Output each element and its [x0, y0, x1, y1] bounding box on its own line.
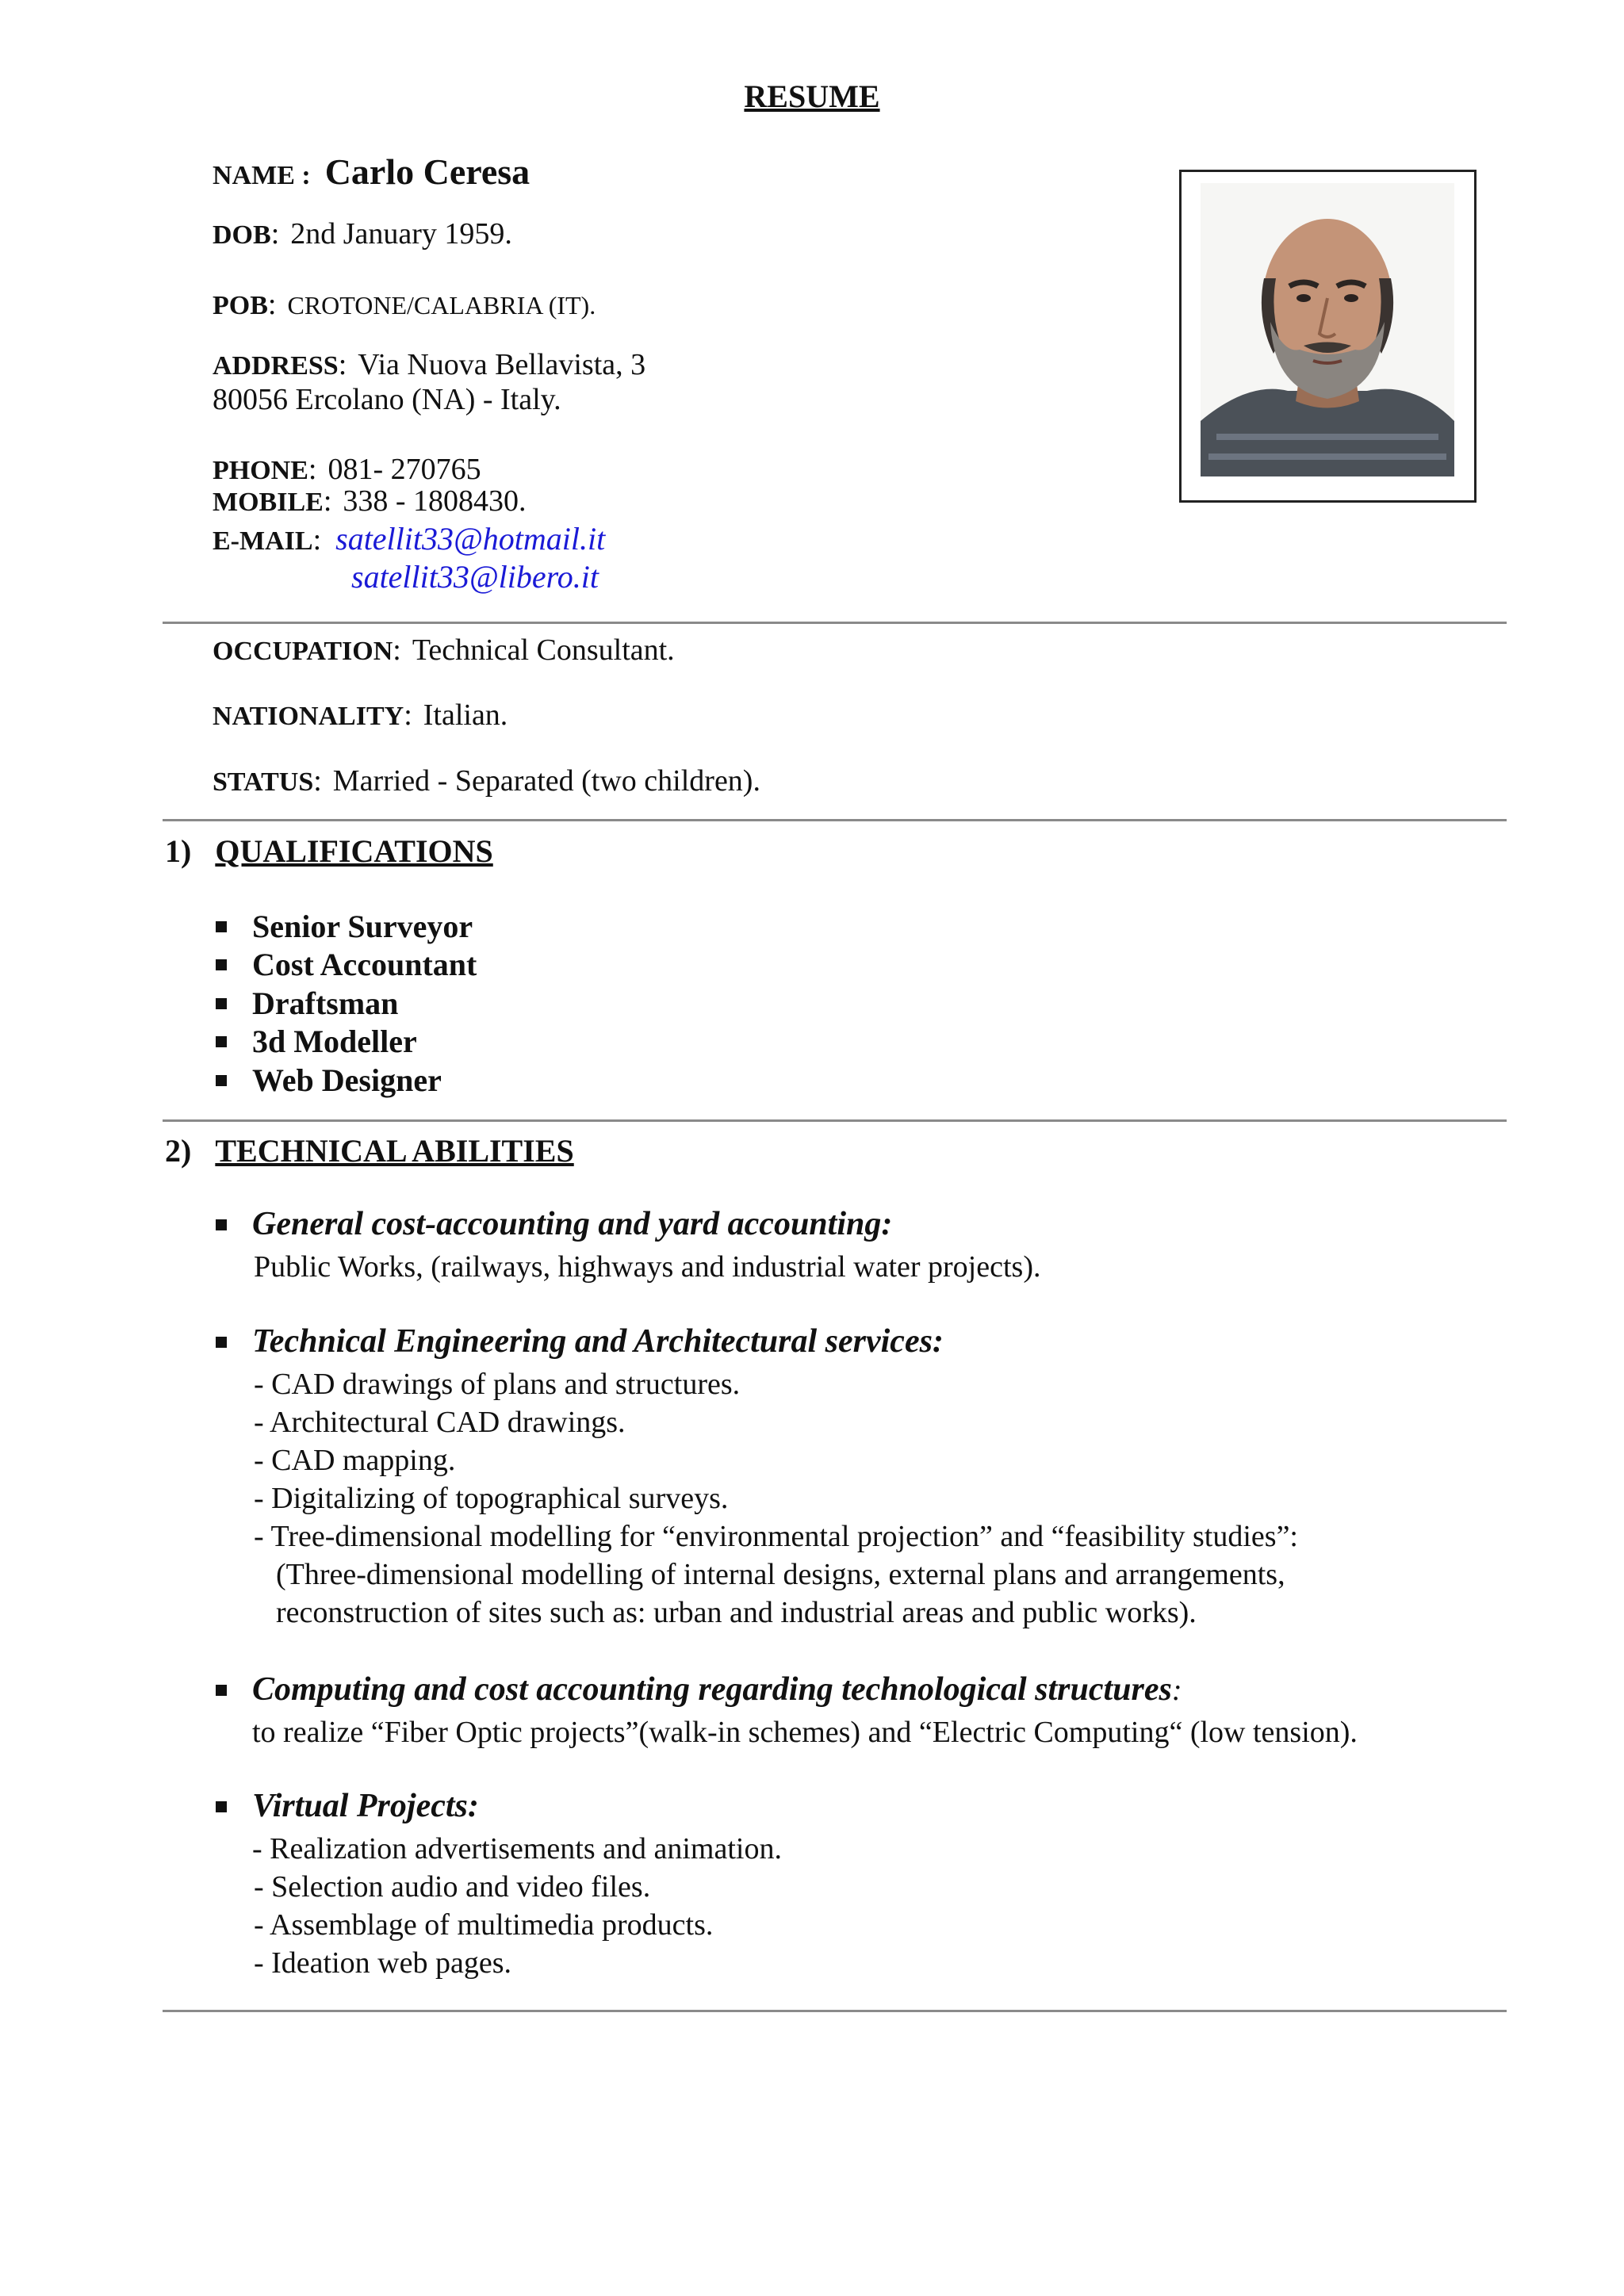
- ability-heading: Virtual Projects:: [252, 1788, 479, 1824]
- ability-line: - Digitalizing of topographical surveys.: [254, 1482, 729, 1515]
- qualification-item: Senior Surveyor: [252, 909, 473, 944]
- divider: [163, 622, 1507, 624]
- section-number: 1): [165, 833, 192, 869]
- divider: [163, 2010, 1507, 2012]
- ability-heading: General cost-accounting and yard accounting:: [252, 1206, 893, 1242]
- bullet-icon: [216, 921, 227, 932]
- mobile-label: MOBILE: [213, 488, 324, 517]
- mobile-value: 338 - 1808430.: [343, 484, 527, 518]
- email-link-libero[interactable]: satellit33@libero.it: [351, 559, 599, 595]
- ability-line: - Selection audio and video files.: [254, 1870, 651, 1904]
- name-label: NAME :: [213, 161, 311, 190]
- section-technical-abilities-heading: [165, 1132, 574, 1169]
- ability-line: - Realization advertisements and animation.: [252, 1832, 782, 1866]
- pob-row: POB: CROTONE/CALABRIA (IT).: [213, 288, 596, 321]
- email-link-hotmail[interactable]: satellit33@hotmail.it: [335, 521, 606, 557]
- occupation-row: OCCUPATION: Technical Consultant.: [213, 633, 675, 667]
- ability-heading: Computing and cost accounting regarding technological structures: [252, 1671, 1172, 1708]
- bullet-icon: [216, 1219, 227, 1230]
- bullet-icon: [216, 1036, 227, 1047]
- email-row: E-MAIL: satellit33@hotmail.it: [213, 521, 606, 557]
- phone-row: PHONE: 081- 270765: [213, 453, 481, 486]
- status-row: STATUS: Married - Separated (two children).: [213, 764, 760, 798]
- ability-line: reconstruction of sites such as: urban and industrial areas and public works).: [276, 1596, 1197, 1629]
- phone-label: PHONE: [213, 456, 308, 485]
- nationality-value: Italian.: [423, 698, 508, 732]
- section-number: 2): [165, 1133, 192, 1169]
- portrait-illustration: [1201, 183, 1454, 476]
- portrait-photo: [1201, 183, 1454, 476]
- occupation-value: Technical Consultant.: [412, 633, 675, 667]
- qualification-item: 3d Modeller: [252, 1024, 417, 1059]
- ability-line: - CAD mapping.: [254, 1444, 456, 1477]
- ability-line: - CAD drawings of plans and structures.: [254, 1368, 741, 1401]
- divider: [163, 1119, 1507, 1122]
- nationality-label: NATIONALITY: [213, 702, 404, 731]
- mobile-row: MOBILE: 338 - 1808430.: [213, 484, 527, 518]
- bullet-icon: [216, 998, 227, 1009]
- pob-value: CROTONE/CALABRIA (IT).: [287, 291, 596, 320]
- qualification-item: Web Designer: [252, 1062, 442, 1098]
- ability-line: to realize “Fiber Optic projects”(walk-in schemes) and “Electric Computing“ (low tension).: [252, 1716, 1358, 1749]
- ability-line: - Assemblage of multimedia products.: [254, 1908, 714, 1942]
- phone-value: 081- 270765: [327, 453, 481, 486]
- dob-label: DOB: [213, 220, 271, 250]
- dob-row: DOB: 2nd January 1959.: [213, 217, 512, 251]
- ability-line: - Tree-dimensional modelling for “environmental projection” and “feasibility studies”:: [254, 1520, 1298, 1553]
- name-row: [213, 151, 530, 193]
- qualification-item: Draftsman: [252, 985, 399, 1021]
- address-label: ADDRESS: [213, 351, 339, 381]
- pob-label: POB: [213, 291, 268, 320]
- ability-line: - Architectural CAD drawings.: [254, 1406, 626, 1439]
- photo-frame: [1179, 170, 1477, 503]
- bullet-icon: [216, 1685, 227, 1696]
- status-value: Married - Separated (two children).: [332, 764, 760, 798]
- qualification-item: Cost Accountant: [252, 947, 477, 982]
- bullet-icon: [216, 1337, 227, 1348]
- dob-value: 2nd January 1959.: [290, 217, 512, 251]
- address-row: ADDRESS: Via Nuova Bellavista, 3: [213, 348, 646, 381]
- address-line1: Via Nuova Bellavista, 3: [358, 348, 646, 381]
- ability-line: Public Works, (railways, highways and industrial water projects).: [254, 1250, 1041, 1284]
- bullet-icon: [216, 959, 227, 970]
- section-title: TECHNICAL ABILITIES: [215, 1133, 574, 1169]
- nationality-row: NATIONALITY: Italian.: [213, 698, 508, 732]
- section-qualifications-heading: [165, 832, 493, 870]
- status-label: STATUS: [213, 767, 314, 797]
- ability-heading: Technical Engineering and Architectural services:: [252, 1323, 944, 1360]
- email-label: E-MAIL: [213, 526, 313, 556]
- ability-line: - Ideation web pages.: [254, 1946, 511, 1980]
- occupation-label: OCCUPATION: [213, 637, 393, 666]
- ability-line: (Three-dimensional modelling of internal designs, external plans and arrangements,: [276, 1558, 1285, 1591]
- bullet-icon: [216, 1801, 227, 1812]
- bullet-icon: [216, 1075, 227, 1086]
- name-value: Carlo Ceresa: [324, 151, 530, 192]
- page-title: RESUME: [744, 78, 880, 114]
- divider: [163, 819, 1507, 821]
- address-line2: 80056 Ercolano (NA) - Italy.: [213, 383, 561, 416]
- section-title: QUALIFICATIONS: [215, 833, 493, 869]
- ability-heading-row: Computing and cost accounting regarding technological structures:: [252, 1671, 1182, 1708]
